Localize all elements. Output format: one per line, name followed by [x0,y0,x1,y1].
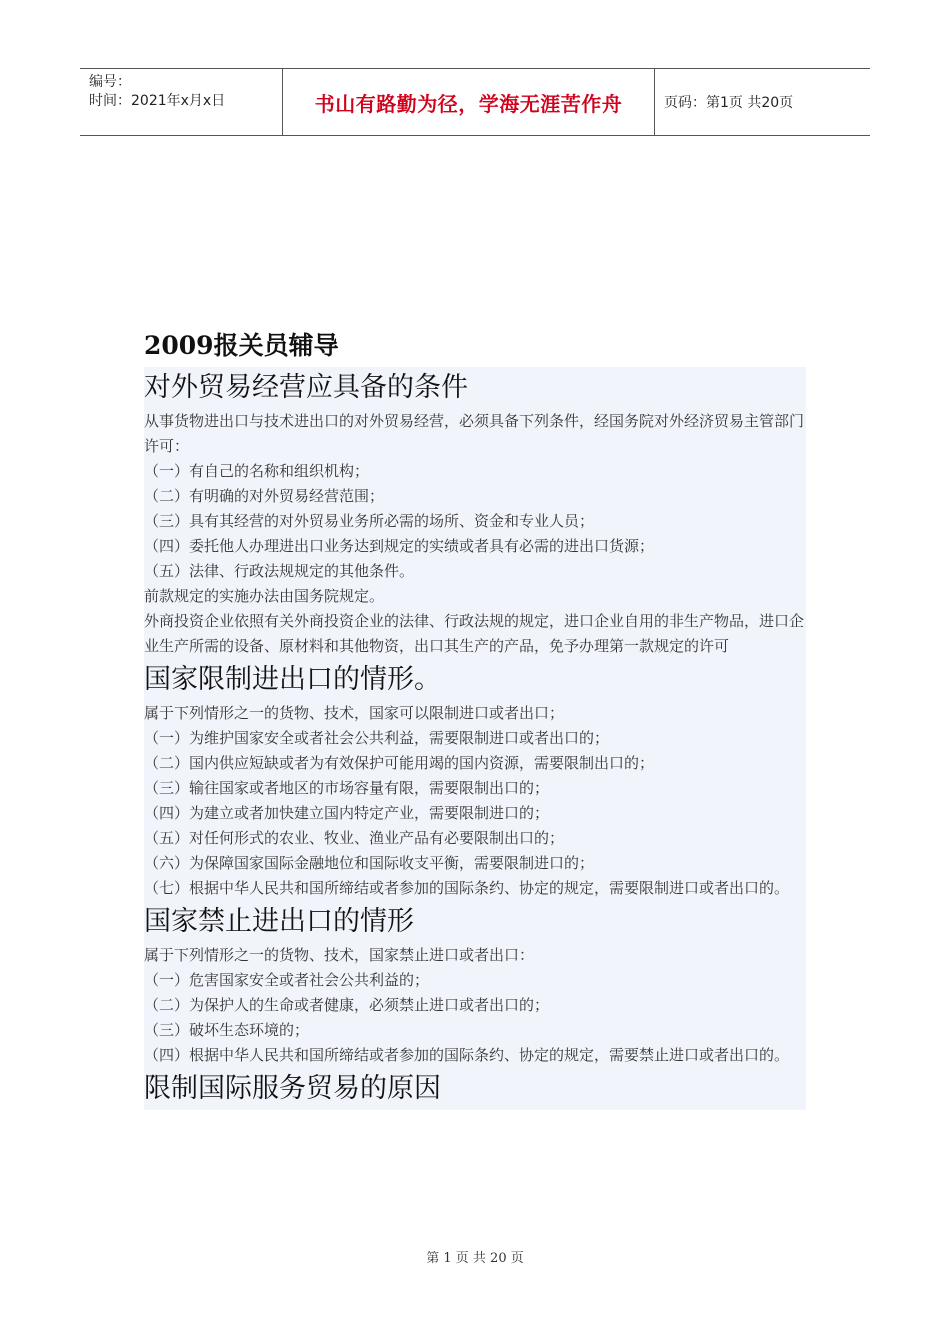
section-paragraph: 属于下列情形之一的货物、技术，国家可以限制进口或者出口； [144,704,565,722]
document-body [144,325,806,1110]
section-title: 限制国际服务贸易的原因 [144,1073,441,1104]
section-paragraph: 外商投资企业依照有关外商投资企业的法律、行政法规的规定，进口企业自用的非生产物品，进口企业生产所需的设备、原材料和其他物资，出口其生产的产品，免予办理第一款规定的许可 [144,612,805,655]
section [144,367,806,659]
section-paragraph: （二）国内供应短缺或者为有效保护可能用竭的国内资源，需要限制出口的； [144,754,655,772]
page-footer: 第 1 页 共 20 页 [426,1251,524,1266]
section-paragraph: 前款规定的实施办法由国务院规定。 [144,587,385,605]
header-time: 时间：2021年x月x日 [89,93,226,109]
page-header [80,68,870,136]
section-paragraph: 从事货物进出口与技术进出口的对外贸易经营，必须具备下列条件，经国务院对外经济贸易主管部门许可： [144,412,805,455]
section-paragraph: （五）对任何形式的农业、牧业、渔业产品有必要限制出口的； [144,829,565,847]
section-paragraph: （四）委托他人办理进出口业务达到规定的实绩或者具有必需的进出口货源； [144,537,655,555]
section-paragraph: （四）根据中华人民共和国所缔结或者参加的国际条约、协定的规定，需要禁止进口或者出口的。 [144,1046,790,1064]
section-title: 对外贸易经营应具备的条件 [144,372,468,403]
section-paragraph: （一）为维护国家安全或者社会公共利益，需要限制进口或者出口的； [144,729,610,747]
section-paragraph: 属于下列情形之一的货物、技术，国家禁止进口或者出口： [144,946,535,964]
section-paragraph: （六）为保障国家国际金融地位和国际收支平衡，需要限制进口的； [144,854,595,872]
section-paragraph: （四）为建立或者加快建立国内特定产业，需要限制进口的； [144,804,550,822]
header-meta [80,69,282,135]
header-page-info: 页码：第1页 共20页 [664,95,794,111]
section-title: 国家限制进出口的情形。 [144,664,441,695]
section [144,901,806,1068]
section-paragraph: （二）为保护人的生命或者健康，必须禁止进口或者出口的； [144,996,550,1014]
section-paragraph: （一）危害国家安全或者社会公共利益的； [144,971,430,989]
section [144,659,806,901]
section-paragraph: （二）有明确的对外贸易经营范围； [144,487,385,505]
header-motto: 书山有路勤为径，学海无涯苦作舟 [282,69,655,135]
section [144,1068,806,1110]
section-title: 国家禁止进出口的情形 [144,906,414,937]
section-paragraph: （三）具有其经营的对外贸易业务所必需的场所、资金和专业人员； [144,512,595,530]
section-paragraph: （七）根据中华人民共和国所缔结或者参加的国际条约、协定的规定，需要限制进口或者出口的。 [144,879,790,897]
section-paragraph: （五）法律、行政法规规定的其他条件。 [144,562,415,580]
section-paragraph: （三）破坏生态环境的； [144,1021,310,1039]
document-title: 2009报关员辅导 [144,331,339,360]
section-paragraph: （三）输往国家或者地区的市场容量有限，需要限制出口的； [144,779,550,797]
header-serial: 编号： [89,74,131,90]
sections-container [144,367,806,1110]
section-paragraph: （一）有自己的名称和组织机构； [144,462,370,480]
